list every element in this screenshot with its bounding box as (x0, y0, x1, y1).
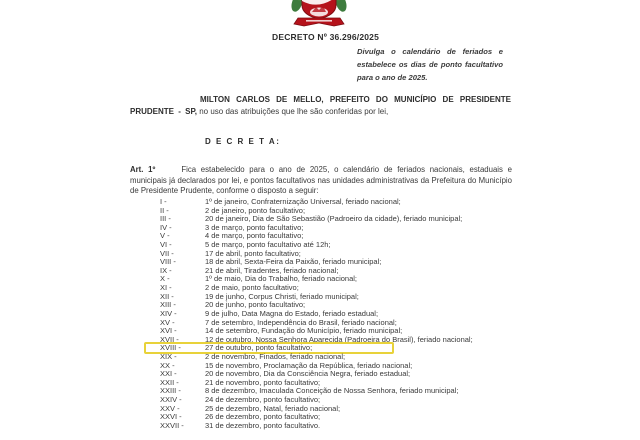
holiday-item (130, 336, 512, 345)
item-numeral: XII - (160, 291, 174, 301)
item-text: 2 de janeiro, ponto facultativo; (205, 205, 306, 215)
item-numeral: XVII - (160, 334, 179, 344)
item-text: 25 de dezembro, Natal, feriado nacional; (205, 403, 341, 413)
article-1-label: Art. 1º (130, 165, 156, 174)
item-numeral: XI - (160, 283, 172, 293)
holiday-item (130, 405, 512, 414)
item-text: 21 de novembro, ponto facultativo; (205, 377, 321, 387)
item-numeral: X - (160, 274, 170, 284)
item-numeral: XXIII - (160, 386, 181, 396)
item-text: 9 de julho, Data Magna do Estado, feriado estadual; (205, 308, 379, 318)
item-text: 27 de outubro, ponto facultativo; (205, 343, 313, 353)
item-text: 20 de novembro, Dia da Consciência Negra, feriado estadual; (205, 369, 411, 379)
item-text: 5 de março, ponto facultativo até 12h; (205, 240, 331, 250)
holiday-item (130, 224, 512, 233)
holiday-item (130, 387, 512, 396)
holiday-item (130, 241, 512, 250)
item-numeral: XIII - (160, 300, 176, 310)
item-text: 7 de setembro, Independência do Brasil, feriado nacional; (205, 317, 397, 327)
presidente-prudente-coat-of-arms-icon (290, 0, 348, 30)
item-text: 12 de outubro, Nossa Senhora Aparecida (Padroeira do Brasil), feriado nacional; (205, 334, 473, 344)
article-1-text: Fica estabelecido para o ano de 2025, o calendário de feriados nacionais, estaduais e municipais já declarados por lei, e pontos facultativos nas unidades administrativas da Prefeitura do Município de Presidente Prudente, conforme o disposto a seguir: (130, 165, 512, 196)
item-numeral: XXVI - (160, 412, 182, 422)
item-numeral: XXII - (160, 377, 179, 387)
item-numeral: VIII - (160, 257, 176, 267)
item-numeral: III - (160, 214, 171, 224)
item-text: 15 de novembro, Proclamação da República, feriado nacional; (205, 360, 413, 370)
item-numeral: IV - (160, 222, 172, 232)
decree-number-title: DECRETO Nº 36.296/2025 (272, 32, 380, 42)
item-numeral: IX - (160, 265, 172, 275)
item-numeral: VI - (160, 240, 172, 250)
item-text: 19 de junho, Corpus Christi, feriado municipal; (205, 291, 359, 301)
item-text: 21 de abril, Tiradentes, feriado nacional; (205, 265, 339, 275)
preamble-paragraph (130, 94, 511, 117)
item-numeral: XVIII - (160, 343, 181, 353)
item-text: 1º de janeiro, Confraternização Universal, feriado nacional; (205, 197, 401, 206)
holiday-item (130, 293, 512, 302)
item-text: 20 de junho, ponto facultativo; (205, 300, 306, 310)
holiday-item (130, 215, 512, 224)
item-text: 2 de maio, ponto facultativo; (205, 283, 299, 293)
item-numeral: XXV - (160, 403, 180, 413)
holiday-item (130, 275, 512, 284)
item-numeral: II - (160, 205, 169, 215)
item-numeral: XVI - (160, 326, 177, 336)
item-text: 20 de janeiro, Dia de São Sebastião (Padroeiro da cidade), feriado municipal; (205, 214, 463, 224)
item-text: 26 de dezembro, ponto facultativo; (205, 412, 321, 422)
item-numeral: XIV - (160, 308, 177, 318)
item-numeral: XV - (160, 317, 175, 327)
decreta-heading: D E C R E T A: (205, 137, 281, 146)
item-numeral: I - (160, 197, 167, 206)
item-numeral: XX - (160, 360, 175, 370)
item-numeral: VII - (160, 248, 174, 258)
decree-summary-ementa: Divulga o calendário de feriados e estabelece os dias de ponto facultativo para o ano de 2025. (357, 47, 503, 82)
holiday-list (130, 198, 512, 430)
item-text: 3 de março, ponto facultativo; (205, 222, 304, 232)
item-numeral: XXI - (160, 369, 177, 379)
item-text: 8 de dezembro, Imaculada Conceição de Nossa Senhora, feriado municipal; (205, 386, 459, 396)
preamble-continuation: no uso das atribuições que lhe são conferidas por lei, (196, 106, 389, 116)
item-text: 14 de setembro, Fundação do Município, feriado municipal; (205, 326, 403, 336)
holiday-item (130, 370, 512, 379)
item-text: 17 de abril, ponto facultativo; (205, 248, 301, 258)
item-numeral: V - (160, 231, 170, 241)
mayor-name-and-title: MILTON CARLOS DE MELLO, PREFEITO DO MUNICÍPIO DE PRESIDENTE PRUDENTE - SP, (130, 95, 511, 116)
item-text: 1º de maio, Dia do Trabalho, feriado nacional; (205, 274, 357, 284)
item-numeral: XXVII - (160, 420, 184, 430)
holiday-item (130, 198, 512, 207)
item-numeral: XIX - (160, 351, 177, 361)
item-text: 24 de dezembro, ponto facultativo; (205, 395, 321, 405)
holiday-item (130, 422, 512, 431)
item-numeral: XXIV - (160, 395, 182, 405)
holiday-item (130, 413, 512, 422)
item-text: 31 de dezembro, ponto facultativo. (205, 420, 321, 430)
item-text: 4 de março, ponto facultativo; (205, 231, 304, 241)
item-text: 2 de novembro, Finados, feriado nacional; (205, 351, 346, 361)
article-1-paragraph (130, 165, 512, 197)
item-text: 18 de abril, Sexta-Feira da Paixão, feriado municipal; (205, 257, 382, 267)
